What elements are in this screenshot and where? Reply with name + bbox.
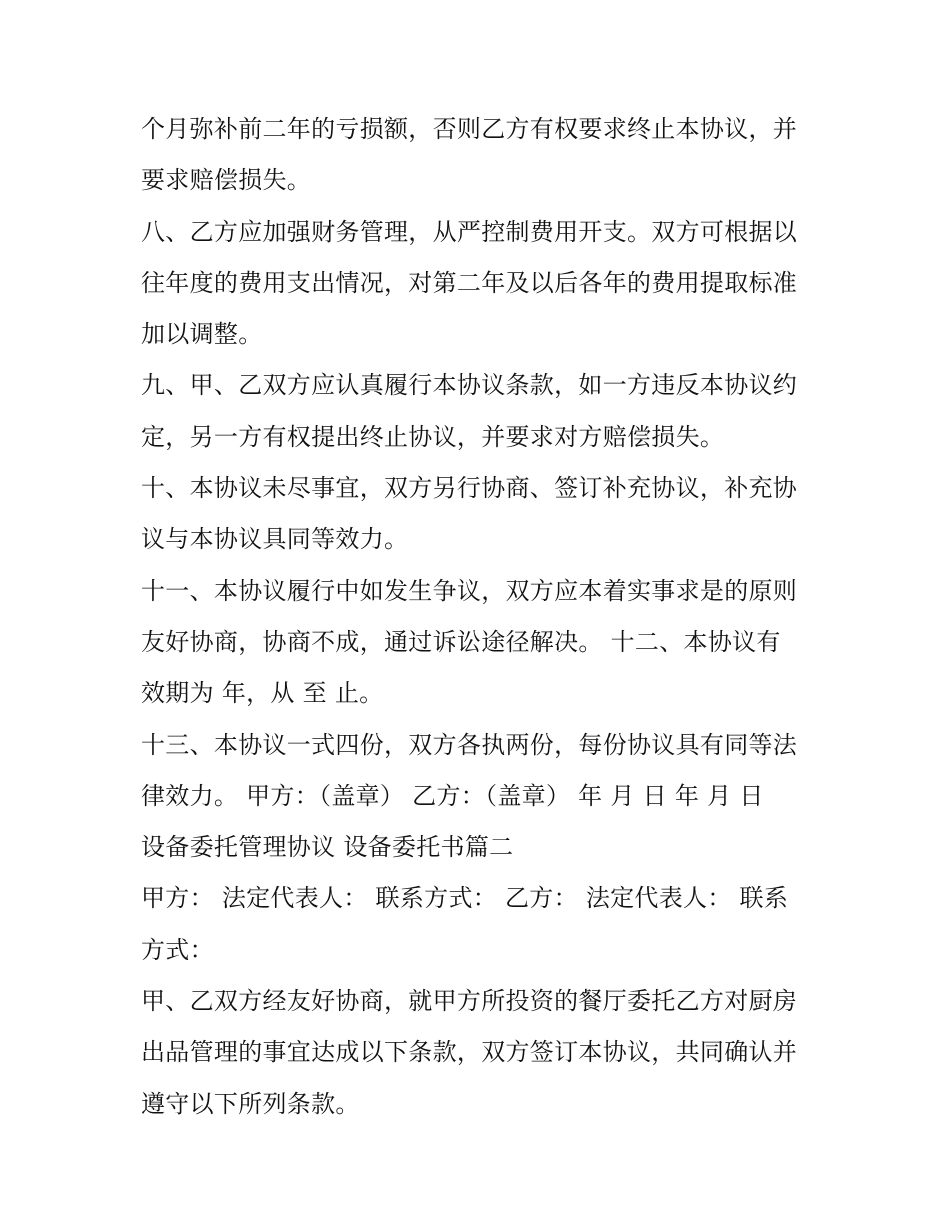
text-line: 十三、本协议一式四份，双方各执两份，每份协议具有同等法	[141, 730, 798, 759]
text-line: 加以调整。	[141, 320, 263, 349]
text-line: 律效力。 甲方：（盖章） 乙方：（盖章） 年 月 日 年 月 日	[141, 781, 764, 810]
section-title: 设备委托管理协议 设备委托书篇二	[141, 833, 514, 862]
text-line: 往年度的费用支出情况，对第二年及以后各年的费用提取标准	[141, 268, 798, 297]
text-line: 效期为 年，从 至 止。	[141, 679, 384, 708]
text-line: 定，另一方有权提出终止协议，并要求对方赔偿损失。	[141, 422, 725, 451]
text-line: 出品管理的事宜达成以下条款，双方签订本协议，共同确认并	[141, 1038, 798, 1067]
text-line: 八、乙方应加强财务管理，从严控制费用开支。双方可根据以	[141, 217, 798, 246]
text-line: 友好协商，协商不成，通过诉讼途径解决。 十二、本协议有	[141, 627, 781, 656]
text-line: 要求赔偿损失。	[141, 166, 312, 195]
text-line: 议与本协议具同等效力。	[141, 525, 409, 554]
text-line: 九、甲、乙双方应认真履行本协议条款，如一方违反本协议约	[141, 371, 798, 400]
text-line: 方式：	[141, 935, 214, 964]
document-body	[141, 104, 821, 1130]
text-line: 甲方： 法定代表人： 联系方式： 乙方： 法定代表人： 联系	[141, 884, 789, 913]
text-line: 十、本协议未尽事宜，双方另行协商、签订补充协议，补充协	[141, 474, 798, 503]
text-line: 遵守以下所列条款。	[141, 1089, 360, 1118]
text-line: 十一、本协议履行中如发生争议，双方应本着实事求是的原则	[141, 576, 798, 605]
text-line: 个月弥补前二年的亏损额，否则乙方有权要求终止本协议，并	[141, 115, 798, 143]
text-line: 甲、乙双方经友好协商，就甲方所投资的餐厅委托乙方对厨房	[141, 987, 798, 1016]
